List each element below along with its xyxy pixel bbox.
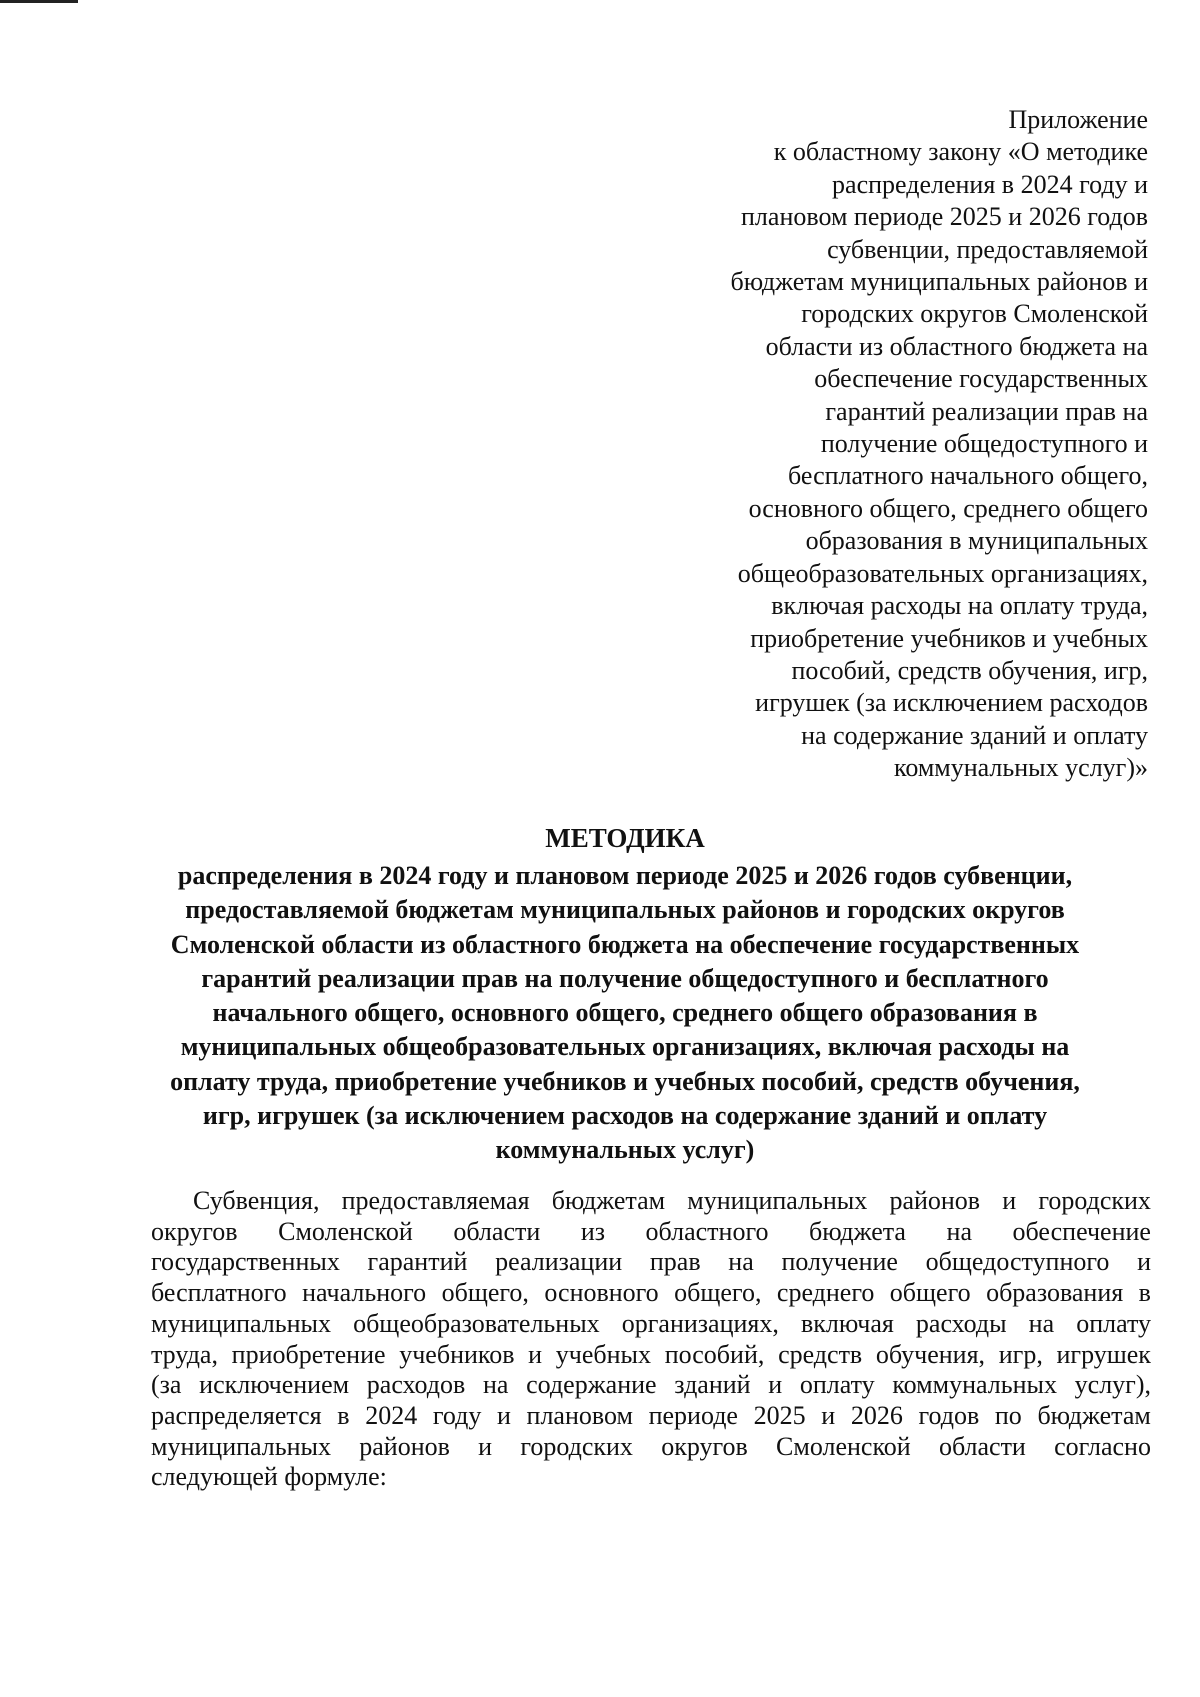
body-line: муниципальных районов и городских округов Смоленской области согласно <box>151 1431 1151 1461</box>
appendix-line: игрушек (за исключением расходов <box>755 688 1148 718</box>
subtitle-line: игр, игрушек (за исключением расходов на содержание зданий и оплату <box>202 1101 1048 1131</box>
body-line: округов Смоленской области из областного бюджета на обеспечение <box>151 1216 1151 1246</box>
document-subtitle <box>90 859 1160 1168</box>
body-line: труда, приобретение учебников и учебных пособий, средств обучения, игр, игрушек <box>151 1339 1151 1369</box>
body-line: следующей формуле: <box>151 1462 387 1492</box>
appendix-line: образования в муниципальных <box>805 526 1148 556</box>
appendix-line: к областному закону «О методике <box>773 137 1148 167</box>
body-paragraph <box>151 1186 1151 1493</box>
subtitle-line: предоставляемой бюджетам муниципальных районов и городских округов <box>185 895 1065 925</box>
appendix-line: плановом периоде 2025 и 2026 годов <box>741 202 1148 232</box>
subtitle-line: Смоленской области из областного бюджета на обеспечение государственных <box>170 929 1080 959</box>
subtitle-line: распределения в 2024 году и плановом периоде 2025 и 2026 годов субвенции, <box>177 861 1073 890</box>
appendix-line: пособий, средств обучения, игр, <box>791 655 1148 685</box>
appendix-line: области из областного бюджета на <box>765 331 1148 361</box>
appendix-line: субвенции, предоставляемой <box>827 234 1148 264</box>
body-line: распределяется в 2024 году и плановом периоде 2025 и 2026 годов по бюджетам <box>151 1400 1151 1430</box>
subtitle-line: оплату труда, приобретение учебников и учебных пособий, средств обучения, <box>170 1066 1080 1096</box>
appendix-line: коммунальных услуг)» <box>894 753 1148 783</box>
subtitle-line: гарантий реализации прав на получение общедоступного и бесплатного <box>201 963 1049 993</box>
appendix-line: распределения в 2024 году и <box>832 169 1148 199</box>
body-line: государственных гарантий реализации прав на получение общедоступного и <box>151 1247 1151 1277</box>
subtitle-line: муниципальных общеобразовательных организациях, включая расходы на <box>180 1032 1070 1062</box>
appendix-line: городских округов Смоленской <box>801 299 1148 329</box>
body-line: Субвенция, предоставляемая бюджетам муниципальных районов и городских <box>193 1186 1151 1215</box>
appendix-line: приобретение учебников и учебных <box>750 623 1148 653</box>
appendix-line: обеспечение государственных <box>814 364 1148 394</box>
subtitle-line: коммунальных услуг) <box>495 1135 755 1165</box>
appendix-line: включая расходы на оплату труда, <box>771 591 1148 621</box>
body-line: бесплатного начального общего, основного общего, среднего общего образования в <box>151 1278 1151 1308</box>
body-line: муниципальных общеобразовательных организациях, включая расходы на оплату <box>151 1308 1151 1338</box>
appendix-line: Приложение <box>1008 105 1148 134</box>
appendix-line: бюджетам муниципальных районов и <box>730 267 1148 297</box>
scan-edge-mark <box>0 0 78 3</box>
body-line: (за исключением расходов на содержание зданий и оплату коммунальных услуг), <box>151 1370 1151 1400</box>
appendix-line: получение общедоступного и <box>820 429 1148 459</box>
appendix-line: основного общего, среднего общего <box>748 493 1148 523</box>
subtitle-line: начального общего, основного общего, среднего общего образования в <box>212 998 1038 1028</box>
appendix-line: гарантий реализации прав на <box>825 396 1148 426</box>
document-title: МЕТОДИКА <box>545 823 705 853</box>
appendix-line: на содержание зданий и оплату <box>801 720 1148 750</box>
appendix-line: бесплатного начального общего, <box>788 461 1148 491</box>
appendix-line: общеобразовательных организациях, <box>737 558 1148 588</box>
appendix-header <box>628 104 1148 785</box>
